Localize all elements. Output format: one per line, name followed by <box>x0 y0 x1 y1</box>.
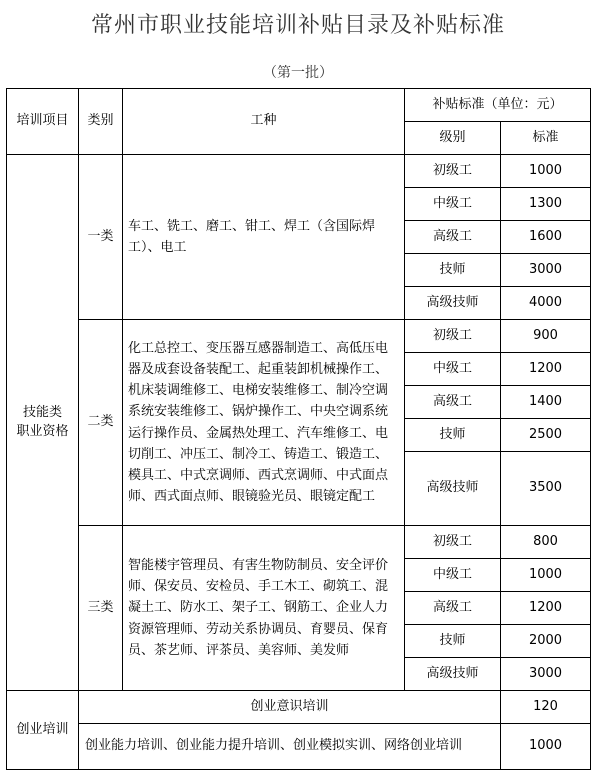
header-standard: 标准 <box>501 122 591 155</box>
amount-cell: 1200 <box>501 353 591 386</box>
level-cell: 技师 <box>405 419 501 452</box>
subsidy-table <box>6 88 591 770</box>
amount-cell: 900 <box>501 320 591 353</box>
category-cell: 一类 <box>79 155 123 320</box>
amount-cell: 4000 <box>501 287 591 320</box>
amount-cell: 1600 <box>501 221 591 254</box>
amount-cell: 1000 <box>501 724 591 770</box>
training-name-cell: 创业能力培训、创业能力提升培训、创业模拟实训、网络创业培训 <box>79 724 501 770</box>
header-level: 级别 <box>405 122 501 155</box>
amount-cell: 1000 <box>501 559 591 592</box>
category-cell: 三类 <box>79 526 123 691</box>
amount-cell: 2500 <box>501 419 591 452</box>
document-title: 常州市职业技能培训补贴目录及补贴标准 <box>90 13 505 38</box>
batch-label: （第一批） <box>263 65 333 81</box>
amount-cell: 3000 <box>501 254 591 287</box>
occupation-list: 化工总控工、变压器互感器制造工、高低压电器及成套设备装配工、起重装卸机械操作工、机床装调维修工、电梯安装维修工、制冷空调系统安装维修工、锅炉操作工、中央空调系统运行操作员、金属热处理工、汽车维修工、电切削工、冲压工、制冷工、铸造工、锻造工、模具工、中式烹调师、西式烹调师、中式面点师、西式面点师、眼镜验光员、眼镜定配工 <box>123 320 405 526</box>
level-cell: 高级工 <box>405 386 501 419</box>
amount-cell: 120 <box>501 691 591 724</box>
header-subsidy: 补贴标准（单位：元） <box>405 89 591 122</box>
level-cell: 高级技师 <box>405 658 501 691</box>
header-occupation: 工种 <box>123 89 405 155</box>
entrepreneurship-project-cell: 创业培训 <box>7 691 79 770</box>
header-project: 培训项目 <box>7 89 79 155</box>
level-cell: 高级技师 <box>405 287 501 320</box>
level-cell: 技师 <box>405 625 501 658</box>
occupation-list: 智能楼宇管理员、有害生物防制员、安全评价师、保安员、安检员、手工木工、砌筑工、混凝土工、防水工、架子工、钢筋工、企业人力资源管理师、劳动关系协调员、育婴员、保育员、茶艺师、评茶员、美容师、美发师 <box>123 526 405 691</box>
skill-project-cell: 技能类 职业资格 <box>7 155 79 691</box>
training-name-cell: 创业意识培训 <box>79 691 501 724</box>
level-cell: 初级工 <box>405 155 501 188</box>
amount-cell: 800 <box>501 526 591 559</box>
level-cell: 初级工 <box>405 526 501 559</box>
amount-cell: 2000 <box>501 625 591 658</box>
amount-cell: 3500 <box>501 452 591 526</box>
amount-cell: 1000 <box>501 155 591 188</box>
level-cell: 中级工 <box>405 188 501 221</box>
category-cell: 二类 <box>79 320 123 526</box>
header-category: 类别 <box>79 89 123 155</box>
occupation-list: 车工、铣工、磨工、钳工、焊工（含国际焊工）、电工 <box>123 155 405 320</box>
level-cell: 中级工 <box>405 353 501 386</box>
amount-cell: 1400 <box>501 386 591 419</box>
level-cell: 高级工 <box>405 221 501 254</box>
amount-cell: 3000 <box>501 658 591 691</box>
level-cell: 高级工 <box>405 592 501 625</box>
level-cell: 高级技师 <box>405 452 501 526</box>
amount-cell: 1200 <box>501 592 591 625</box>
level-cell: 技师 <box>405 254 501 287</box>
level-cell: 初级工 <box>405 320 501 353</box>
amount-cell: 1300 <box>501 188 591 221</box>
level-cell: 中级工 <box>405 559 501 592</box>
